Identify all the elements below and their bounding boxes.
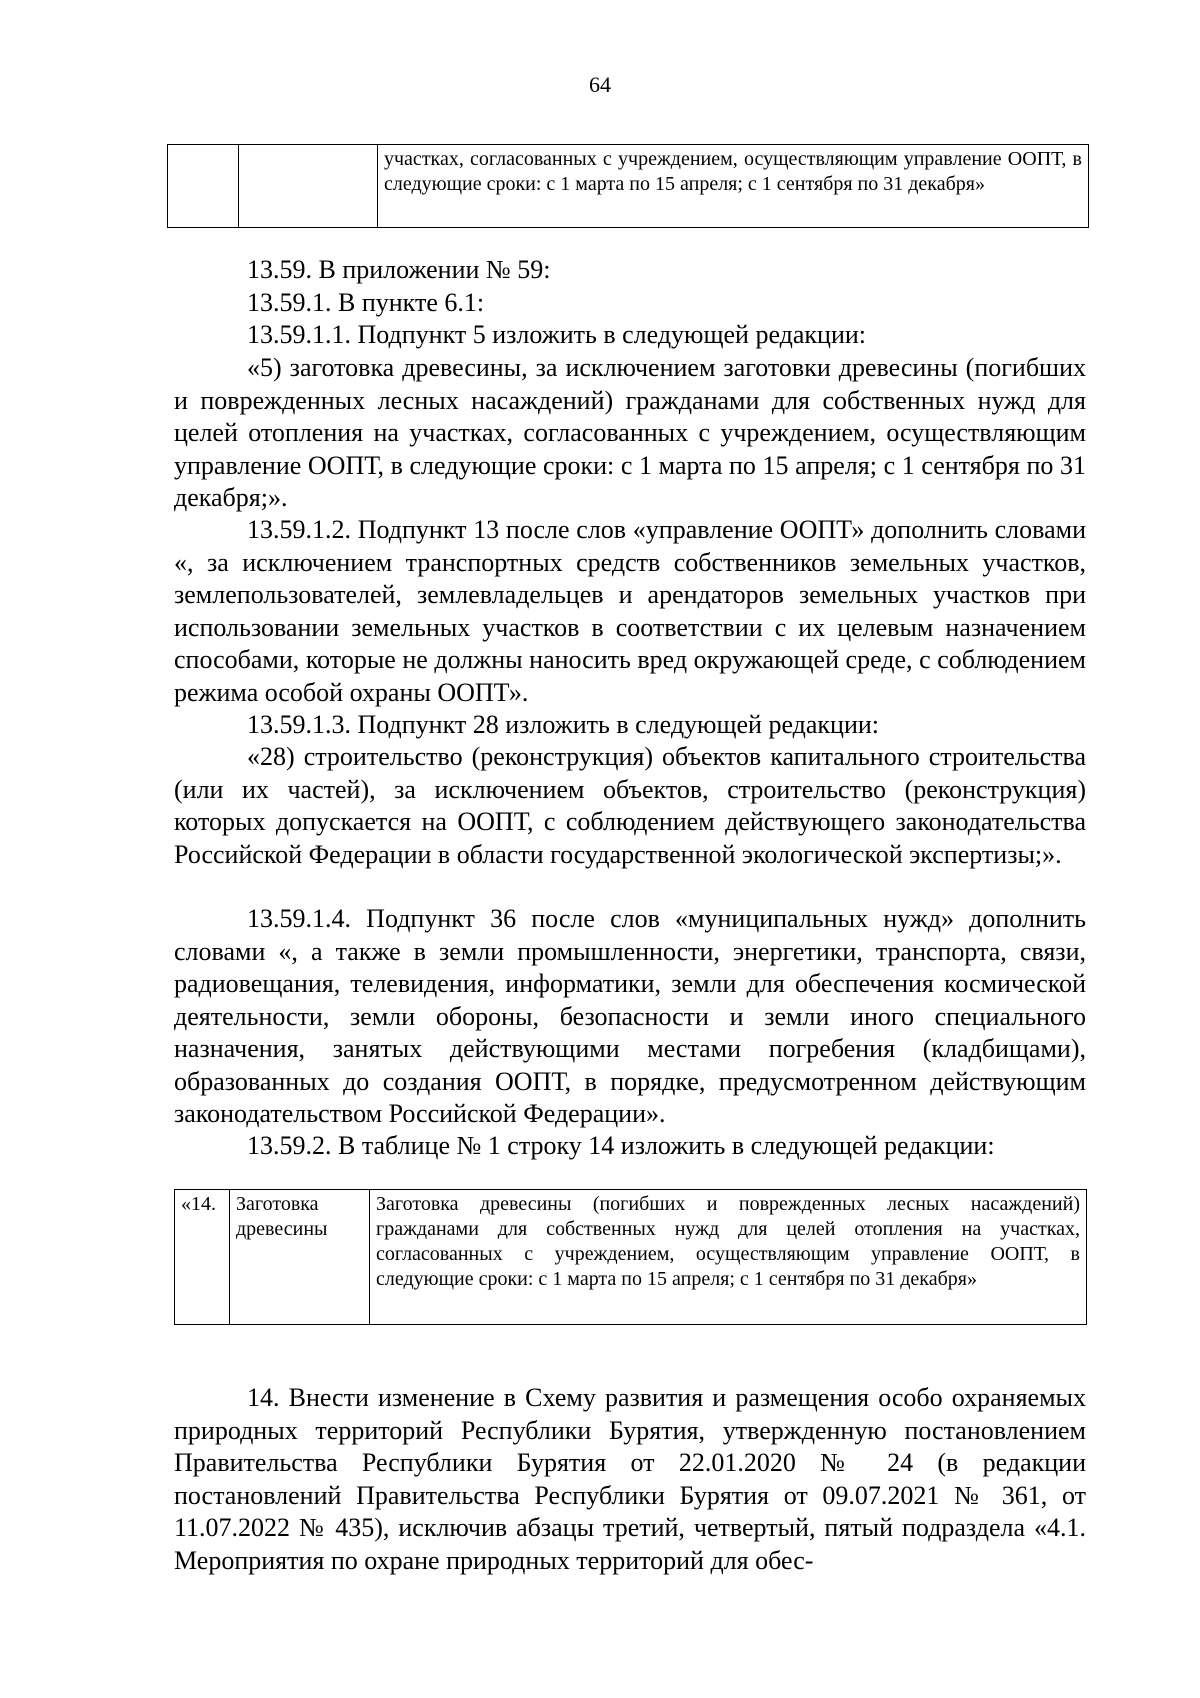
page-number: 64 xyxy=(589,72,611,97)
table-cell-description: Заготовка древесины (погибших и поврежденных лесных насаждений) гражданами для собственных нужд для целей отопления на участках, согласованных с учреждением, осуществляющим управление ООПТ, в следующие сроки: с 1 марта по 15 апреля; с 1 сентября по 31 декабря» xyxy=(370,1190,1087,1325)
table-cell-name xyxy=(239,145,378,228)
table-cell-name: Заготовка древесины xyxy=(230,1190,370,1325)
table-cell-number xyxy=(168,145,239,228)
table-row xyxy=(168,145,1089,228)
paragraph-13-59-1-3: 13.59.1.3. Подпункт 28 изложить в следующей редакции: xyxy=(247,710,880,739)
paragraph-13-59-2: 13.59.2. В таблице № 1 строку 14 изложить в следующей редакции: xyxy=(247,1131,995,1160)
table-cell-number: «14. xyxy=(175,1190,230,1325)
paragraph-13-59-1-4: 13.59.1.4. Подпункт 36 после слов «муниципальных нужд» дополнить словами «, а также в земли промышленности, энергетики, транспорта, связи, радиовещания, телевидения, информатики, земли для обеспечения космической деятельности, земли обороны, безопасности и земли иного специального назначения, занятых действующими местами погребения (кладбищами), образованных до создания ООПТ, в порядке, предусмотренном действующим законодательством Российской Федерации». xyxy=(174,904,1086,1128)
table-bottom xyxy=(174,1189,1087,1325)
table-row xyxy=(175,1190,1087,1325)
paragraph-13-59: 13.59. В приложении № 59: xyxy=(247,255,551,284)
paragraph-14: 14. Внести изменение в Схему развития и размещения особо охраняемых природных территорий Республики Бурятия, утвержденную постановлением Правительства Республики Бурятия от 22.01.2020 № 24 (в редакции постановлений Правительства Республики Бурятия от 09.07.2021 № 361, от 11.07.2022 № 435), исключив абзацы третий, четвертый, пятый подраздела «4.1. Мероприятия по охране природных территорий для обес- xyxy=(174,1383,1086,1575)
table-cell-description: участках, согласованных с учреждением, осуществляющим управление ООПТ, в следующие сроки: с 1 марта по 15 апреля; с 1 сентября по 31 декабря» xyxy=(378,145,1089,228)
paragraph-13-59-1: 13.59.1. В пункте 6.1: xyxy=(247,288,485,317)
paragraph-13-59-1-1: 13.59.1.1. Подпункт 5 изложить в следующей редакции: xyxy=(247,320,867,349)
paragraph-subitem-5: «5) заготовка древесины, за исключением заготовки древесины (погибших и поврежденных лесных насаждений) гражданами для собственных нужд для целей отопления на участках, согласованных с учреждением, осуществляющим управление ООПТ, в следующие сроки: с 1 марта по 15 апреля; с 1 сентября по 31 декабря;». xyxy=(174,353,1086,512)
paragraph-13-59-1-2: 13.59.1.2. Подпункт 13 после слов «управление ООПТ» дополнить словами «, за исключением транспортных средств собственников земельных участков, землепользователей, землевладельцев и арендаторов земельных участков при использовании земельных участков в соответствии с их целевым назначением способами, которые не должны наносить вред окружающей среде, с соблюдением режима особой охраны ООПТ». xyxy=(174,515,1086,707)
table-top xyxy=(167,144,1089,228)
paragraph-subitem-28: «28) строительство (реконструкция) объектов капитального строительства (или их частей), за исключением объектов, строительство (реконструкция) которых допускается на ООПТ, с соблюдением действующего законодательства Российской Федерации в области государственной экологической экспертизы;». xyxy=(174,742,1086,869)
